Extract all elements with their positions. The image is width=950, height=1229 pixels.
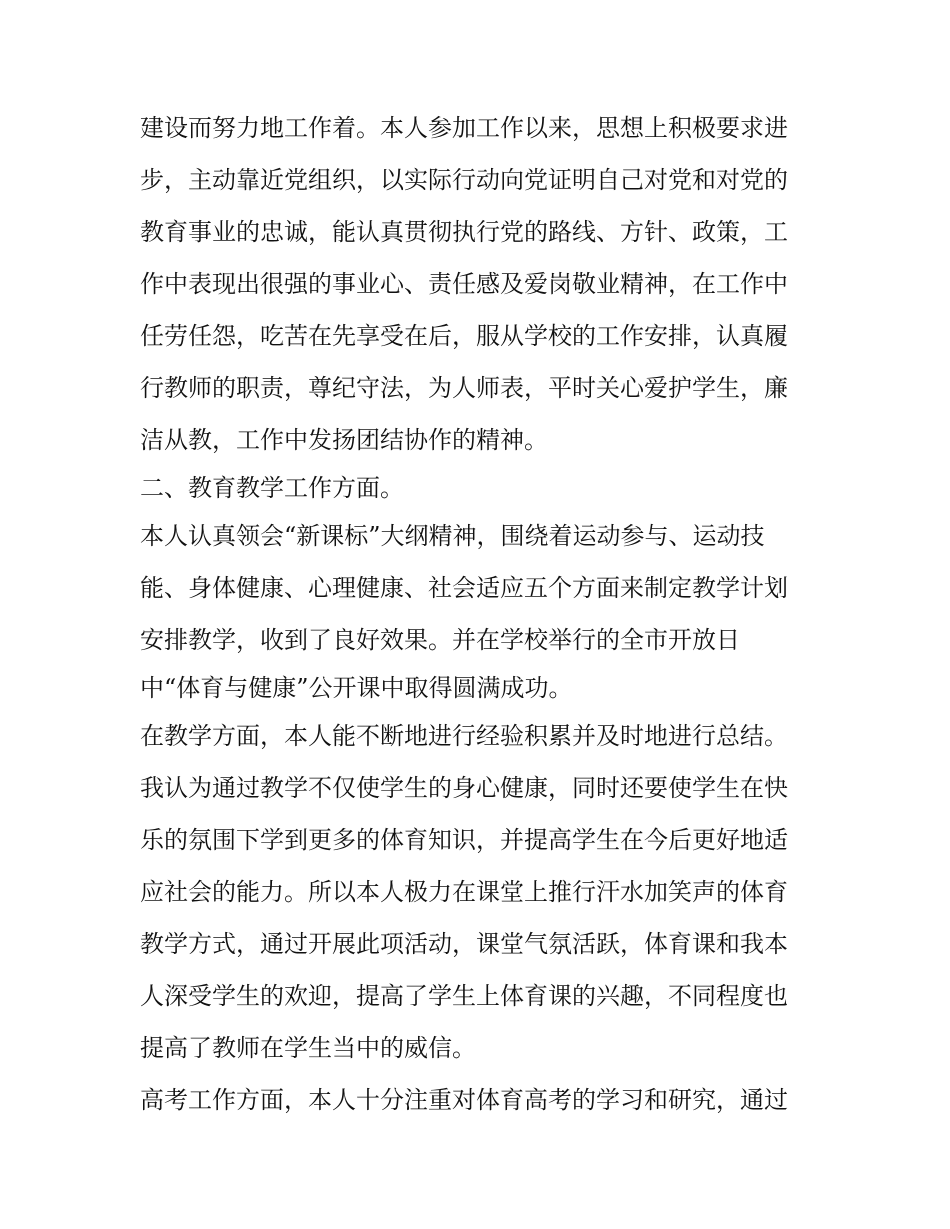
text-line: 我认为通过教学不仅使学生的身心健康，同时还要使学生在快 [140,774,788,802]
text-line: 中“体育与健康”公开课中取得圆满成功。 [140,674,573,702]
text-line: 提高了教师在学生当中的威信。 [140,1034,476,1062]
text-line: 乐的氛围下学到更多的体育知识，并提高学生在今后更好地适 [140,826,788,854]
text-line: 任劳任怨，吃苦在先享受在后，服从学校的工作安排，认真履 [140,322,788,350]
section-heading: 二、教育教学工作方面。 [140,474,404,502]
text-line: 建设而努力地工作着。本人参加工作以来，思想上积极要求进 [140,114,788,142]
text-line: 能、身体健康、心理健康、社会适应五个方面来制定教学计划 [140,574,788,602]
text-line: 应社会的能力。所以本人极力在课堂上推行汗水加笑声的体育 [140,878,788,906]
text-line: 教育事业的忠诚，能认真贯彻执行党的路线、方针、政策，工 [140,218,788,246]
text-line: 高考工作方面，本人十分注重对体育高考的学习和研究，通过 [140,1086,788,1114]
text-line: 人深受学生的欢迎，提高了学生上体育课的兴趣，不同程度也 [140,982,788,1010]
text-line: 作中表现出很强的事业心、责任感及爱岗敬业精神，在工作中 [140,270,788,298]
text-line: 本人认真领会“新课标”大纲精神，围绕着运动参与、运动技 [140,522,765,550]
text-line: 教学方式，通过开展此项活动，课堂气氛活跃，体育课和我本 [140,930,788,958]
text-line: 步，主动靠近党组织，以实际行动向党证明自己对党和对党的 [140,166,788,194]
text-line: 洁从教，工作中发扬团结协作的精神。 [140,426,548,454]
text-line: 安排教学，收到了良好效果。并在学校举行的全市开放日 [140,626,740,654]
text-line: 行教师的职责，尊纪守法，为人师表，平时关心爱护学生，廉 [140,374,788,402]
text-line: 在教学方面，本人能不断地进行经验积累并及时地进行总结。 [140,722,788,750]
